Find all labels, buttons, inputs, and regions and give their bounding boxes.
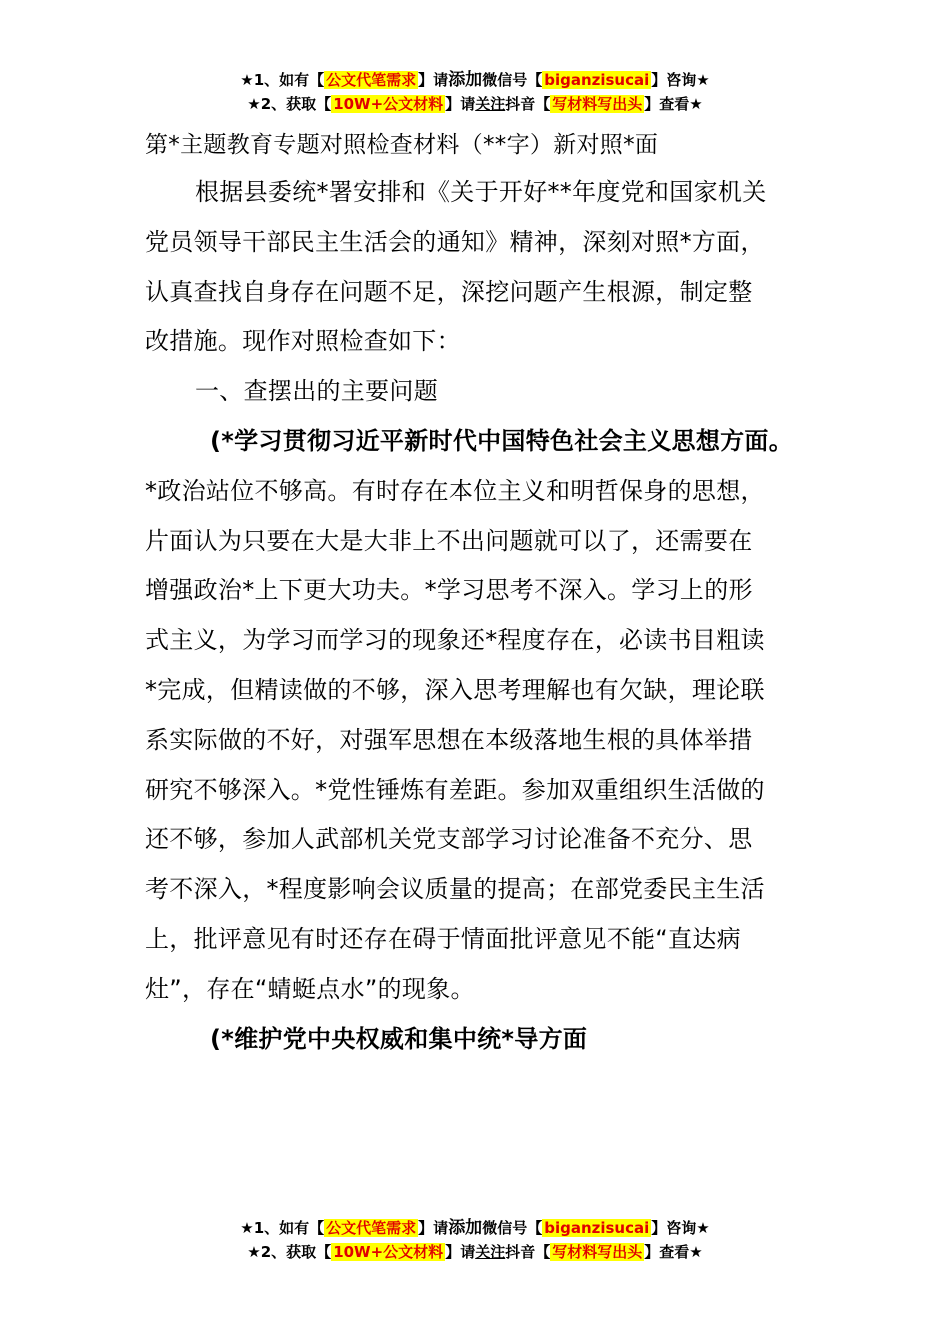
paragraph-line: 还不够，参加人武部机关党支部学习讨论准备不充分、思 bbox=[145, 825, 753, 854]
banner-text: 】请 bbox=[445, 1243, 476, 1261]
banner-text: 】请 bbox=[418, 71, 449, 89]
wechat-id-tag: biganzisucai bbox=[544, 1219, 650, 1237]
highlight-tag: 公文代笔需求 bbox=[326, 1219, 417, 1237]
paragraph-line: 片面认为只要在大是大非上不出问题就可以了，还需要在 bbox=[145, 526, 753, 555]
section-heading: 一、查摆出的主要问题 bbox=[195, 377, 438, 406]
paragraph-line: 研究不够深入。*党性锤炼有差距。参加双重组织生活做的 bbox=[145, 775, 765, 804]
banner-text: 】咨询★ bbox=[651, 71, 710, 89]
banner-emphasis: 添加 bbox=[448, 70, 483, 90]
banner-underline: 关注 bbox=[475, 1243, 506, 1261]
document-title: 第*主题教育专题对照检查材料（**字）新对照*面 bbox=[145, 132, 659, 158]
paragraph-line: 上，批评意见有时还存在碍于情面批评意见不能“直达病 bbox=[145, 924, 741, 953]
banner-text: 抖音【 bbox=[505, 95, 551, 113]
banner-text: ★2、获取【 bbox=[247, 95, 332, 113]
banner-underline: 关注 bbox=[475, 95, 506, 113]
footer-banner bbox=[0, 1216, 950, 1264]
banner-text: ★1、如有【 bbox=[240, 71, 325, 89]
paragraph-line: 改措施。现作对照检查如下： bbox=[145, 327, 461, 356]
banner-text: 】咨询★ bbox=[651, 1219, 710, 1237]
paragraph-line: 系实际做的不好，对强军思想在本级落地生根的具体举措 bbox=[145, 725, 753, 754]
subsection-heading: (*维护党中央权威和集中统*导方面 bbox=[210, 1024, 588, 1053]
paragraph-line: *完成，但精读做的不够，深入思考理解也有欠缺，理论联 bbox=[145, 675, 765, 704]
paragraph-line: *政治站位不够高。有时存在本位主义和明哲保身的思想， bbox=[145, 476, 765, 505]
paragraph-line: 式主义，为学习而学习的现象还*程度存在，必读书目粗读 bbox=[145, 626, 765, 655]
banner-emphasis: 添加 bbox=[448, 1218, 483, 1238]
paragraph-line: 灶”，存在“蜻蜓点水”的现象。 bbox=[145, 974, 475, 1003]
douyin-tag: 写材料写出头 bbox=[552, 95, 643, 113]
banner-text: 抖音【 bbox=[505, 1243, 551, 1261]
highlight-tag: 公文代笔需求 bbox=[326, 71, 417, 89]
header-banner bbox=[0, 68, 950, 116]
paragraph-line: 认真查找自身存在问题不足，深挖问题产生根源，制定整 bbox=[145, 277, 753, 306]
banner-line-1 bbox=[0, 1216, 950, 1240]
banner-text: 】查看★ bbox=[644, 1243, 703, 1261]
highlight-tag: 10W+公文材料 bbox=[333, 1243, 444, 1261]
wechat-id-tag: biganzisucai bbox=[544, 71, 650, 89]
subsection-heading: (*学习贯彻习近平新时代中国特色社会主义思想方面。 bbox=[210, 426, 794, 455]
banner-text: 微信号【 bbox=[482, 1219, 543, 1237]
banner-line-1 bbox=[0, 68, 950, 92]
banner-text: 】请 bbox=[418, 1219, 449, 1237]
document-body bbox=[145, 122, 825, 1064]
paragraph-line: 增强政治*上下更大功夫。*学习思考不深入。学习上的形 bbox=[145, 576, 753, 605]
banner-text: 】查看★ bbox=[644, 95, 703, 113]
banner-text: 微信号【 bbox=[482, 71, 543, 89]
highlight-tag: 10W+公文材料 bbox=[333, 95, 444, 113]
paragraph-line: 党员领导干部民主生活会的通知》精神，深刻对照*方面， bbox=[145, 227, 765, 256]
banner-text: ★2、获取【 bbox=[247, 1243, 332, 1261]
banner-text: ★1、如有【 bbox=[240, 1219, 325, 1237]
paragraph-line: 考不深入，*程度影响会议质量的提高；在部党委民主生活 bbox=[145, 875, 765, 904]
banner-line-2 bbox=[0, 92, 950, 116]
paragraph-line: 根据县委统*署安排和《关于开好**年度党和国家机关 bbox=[195, 178, 767, 206]
banner-line-2 bbox=[0, 1240, 950, 1264]
douyin-tag: 写材料写出头 bbox=[552, 1243, 643, 1261]
banner-text: 】请 bbox=[445, 95, 476, 113]
